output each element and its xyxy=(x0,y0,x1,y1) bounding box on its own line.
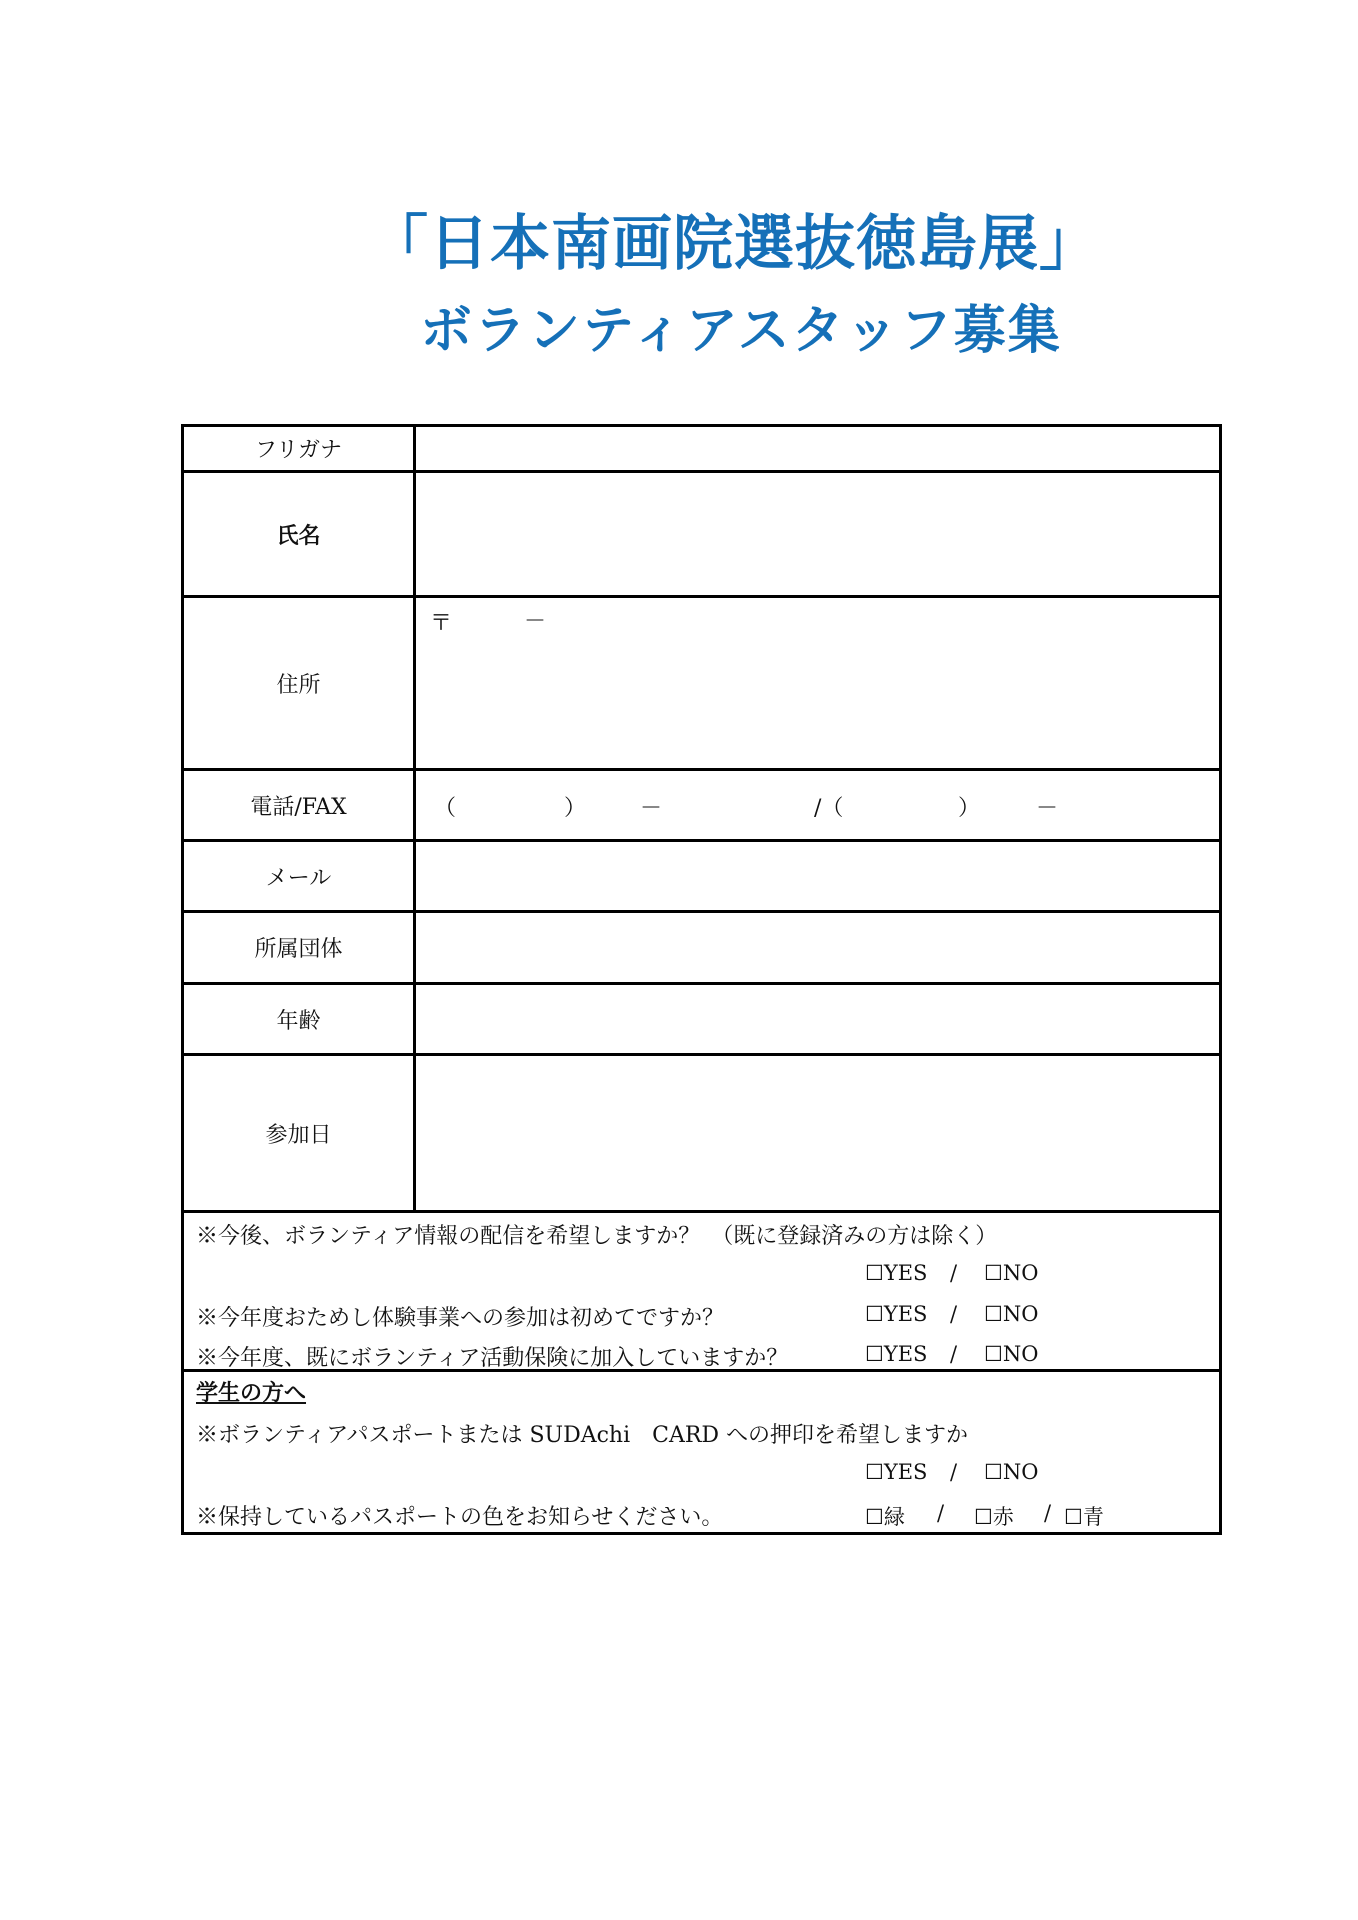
stamp-no-checkbox[interactable]: ☐NO xyxy=(984,1460,1039,1484)
date-field[interactable] xyxy=(416,1056,1219,1210)
phone-close-paren: ） xyxy=(564,796,587,821)
questions-section xyxy=(184,1213,1219,1372)
newsletter-slash: / xyxy=(950,1261,958,1285)
page-title: 「日本南画院選抜徳島展」 xyxy=(368,209,1100,279)
application-form xyxy=(181,424,1222,1535)
color-green-checkbox[interactable]: ☐緑 xyxy=(865,1505,905,1529)
first-time-slash: / xyxy=(950,1302,958,1326)
color-blue-checkbox[interactable]: ☐青 xyxy=(1064,1505,1104,1529)
date-label: 参加日 xyxy=(184,1056,416,1210)
question-passport-stamp: ※ボランティアパスポートまたは SUDAchi CARD への押印を希望しますか xyxy=(196,1423,969,1448)
address-row xyxy=(184,598,1219,771)
furigana-row xyxy=(184,427,1219,473)
address-field[interactable] xyxy=(416,598,1219,768)
question-newsletter: ※今後、ボランティア情報の配信を希望しますか？ （既に登録済みの方は除く） xyxy=(196,1224,998,1249)
phone-row xyxy=(184,771,1219,842)
org-row xyxy=(184,913,1219,985)
age-field[interactable] xyxy=(416,985,1219,1053)
mail-field[interactable] xyxy=(416,842,1219,910)
name-label: 氏名 xyxy=(184,473,416,595)
name-field[interactable] xyxy=(416,473,1219,595)
furigana-field[interactable] xyxy=(416,427,1219,470)
insurance-yes-checkbox[interactable]: ☐YES xyxy=(865,1342,928,1366)
fax-dash: － xyxy=(1036,796,1059,821)
fax-separator: /（ xyxy=(814,796,844,821)
date-row xyxy=(184,1056,1219,1213)
postal-dash: － xyxy=(524,609,547,634)
question-passport-color: ※保持しているパスポートの色をお知らせください。 xyxy=(196,1505,724,1530)
org-label: 所属団体 xyxy=(184,913,416,982)
mail-label: メール xyxy=(184,842,416,910)
stamp-slash: / xyxy=(950,1460,958,1484)
newsletter-no-checkbox[interactable]: ☐NO xyxy=(984,1261,1039,1285)
color-slash-2: / xyxy=(1044,1501,1052,1525)
students-heading: 学生の方へ xyxy=(196,1380,307,1406)
name-row xyxy=(184,473,1219,598)
address-label: 住所 xyxy=(184,598,416,768)
first-time-yes-checkbox[interactable]: ☐YES xyxy=(865,1302,928,1326)
insurance-slash: / xyxy=(950,1342,958,1366)
phone-label: 電話/FAX xyxy=(184,771,416,839)
newsletter-yes-checkbox[interactable]: ☐YES xyxy=(865,1261,928,1285)
stamp-yes-checkbox[interactable]: ☐YES xyxy=(865,1460,928,1484)
phone-dash: － xyxy=(640,796,663,821)
postal-mark: 〒 xyxy=(430,611,453,636)
insurance-no-checkbox[interactable]: ☐NO xyxy=(984,1342,1039,1366)
color-red-checkbox[interactable]: ☐赤 xyxy=(974,1505,1014,1529)
phone-open-paren: （ xyxy=(434,796,457,821)
org-field[interactable] xyxy=(416,913,1219,982)
first-time-no-checkbox[interactable]: ☐NO xyxy=(984,1302,1039,1326)
mail-row xyxy=(184,842,1219,913)
color-slash-1: / xyxy=(937,1501,945,1525)
fax-close-paren: ） xyxy=(958,796,981,821)
age-label: 年齢 xyxy=(184,985,416,1053)
page-subtitle: ボランティアスタッフ募集 xyxy=(420,301,1062,361)
question-insurance: ※今年度、既にボランティア活動保険に加入していますか？ xyxy=(196,1346,789,1371)
students-section xyxy=(184,1372,1219,1532)
furigana-label: フリガナ xyxy=(184,427,416,470)
question-first-time: ※今年度おためし体験事業への参加は初めてですか？ xyxy=(196,1306,725,1331)
age-row xyxy=(184,985,1219,1056)
phone-field[interactable] xyxy=(416,771,1219,839)
